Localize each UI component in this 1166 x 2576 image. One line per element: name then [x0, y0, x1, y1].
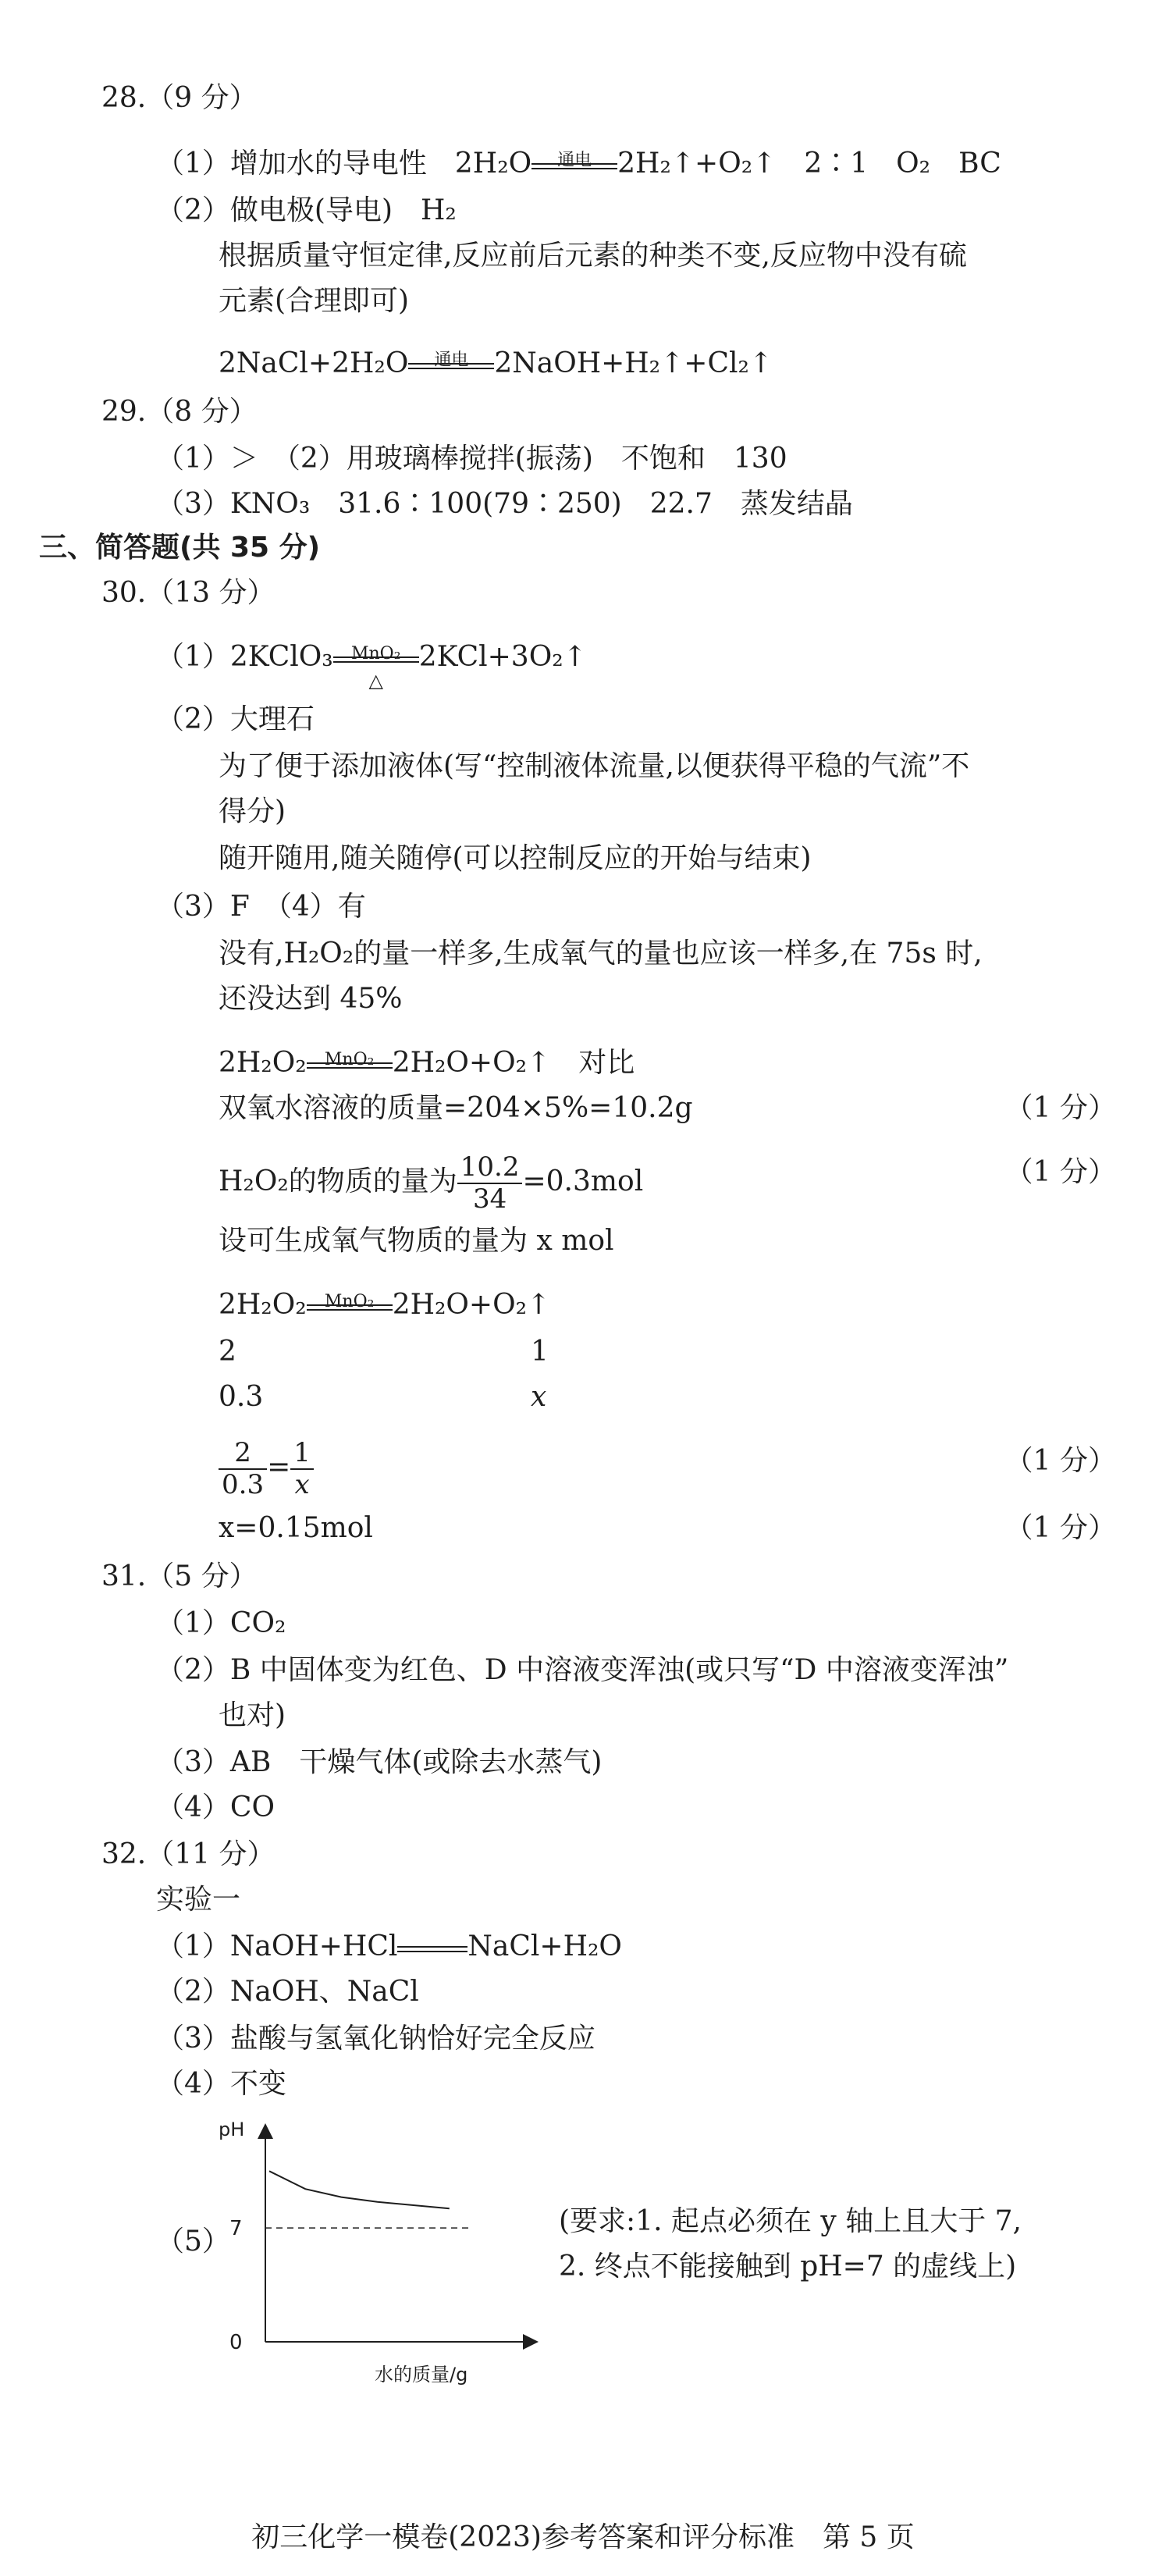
- equation-left: 2NaCl+2H₂O: [219, 347, 409, 379]
- q29-part1: （1）＞ （2）用玻璃棒搅拌(振荡) 不饱和 130: [156, 443, 787, 475]
- q28-part1: [156, 144, 1001, 184]
- x-axis-label: 水的质量/g: [375, 2364, 468, 2386]
- equation-right: 2KCl+3O₂↑: [418, 641, 587, 673]
- reaction-condition: 通电: [531, 150, 617, 181]
- q32-requirement-2: 2. 终点不能接触到 pH=7 的虚线上): [559, 2250, 1017, 2282]
- equation-left: 2H₂O₂: [219, 1289, 307, 1321]
- q32-experiment-label: 实验一: [156, 1884, 241, 1916]
- q30-part1: [156, 637, 587, 692]
- page-footer: 初三化学一模卷(2023)参考答案和评分标准 第 5 页: [251, 2521, 915, 2553]
- q30-part4-answer-2: 还没达到 45%: [219, 983, 403, 1015]
- q31-part2-b: 也对): [219, 1699, 286, 1731]
- q28-heading: 28.（9 分）: [101, 82, 258, 114]
- q28-part1-text: （1）增加水的导电性 2H₂O: [156, 148, 532, 180]
- q29-heading: 29.（8 分）: [101, 396, 258, 428]
- q30-part2-answer-b: 随开随用,随关随停(可以控制反应的开始与结束): [219, 842, 812, 874]
- equation-right: 2H₂O+O₂↑ 对比: [392, 1047, 635, 1079]
- equation-left: （1）NaOH+HCl: [156, 1930, 398, 1962]
- q30-calc-3: 设可生成氧气物质的量为 x mol: [219, 1225, 614, 1257]
- q31-part3: （3）AB 干燥气体(或除去水蒸气): [156, 1746, 603, 1778]
- score-mark: （1 分）: [1004, 1156, 1116, 1188]
- equation-left: 2H₂O₂: [219, 1047, 307, 1079]
- equals-double-bar: [397, 1933, 467, 1964]
- fraction: $\frac{10.2}{34}$: [457, 1152, 523, 1215]
- ph-chart: [219, 2108, 546, 2389]
- reaction-condition: 通电: [408, 350, 494, 381]
- q28-explanation-2: 元素(合理即可): [219, 285, 410, 317]
- q30-result: x=0.15mol: [219, 1512, 373, 1544]
- score-mark: （1 分）: [1004, 1092, 1116, 1124]
- reaction-condition: MnO₂: [307, 1049, 393, 1080]
- score-mark: （1 分）: [1004, 1512, 1116, 1544]
- q28-explanation-1: 根据质量守恒定律,反应前后元素的种类不变,反应物中没有硫: [219, 240, 967, 272]
- q31-part4: （4）CO: [156, 1791, 275, 1823]
- ph-curve: [269, 2171, 450, 2208]
- q31-part1: （1）CO₂: [156, 1607, 286, 1639]
- q28-equation: [219, 343, 773, 384]
- fraction: $\frac{1}{x}$: [290, 1438, 314, 1500]
- value-b: x: [531, 1381, 547, 1413]
- q30-part2-answer-a2: 得分): [219, 795, 286, 827]
- q30-part4-answer-1: 没有,H₂O₂的量一样多,生成氧气的量也应该一样多,在 75s 时,: [219, 938, 983, 970]
- q30-proportion: [219, 1438, 314, 1500]
- q32-requirement-1: (要求:1. 起点必须在 y 轴上且大于 7,: [559, 2205, 1022, 2237]
- q31-part2-a: （2）B 中固体变为红色、D 中溶液变浑浊(或只写“D 中溶液变浑浊”: [156, 1654, 1009, 1686]
- fraction: $\frac{2}{0.3}$: [219, 1438, 267, 1500]
- q32-part3: （3）盐酸与氢氧化钠恰好完全反应: [156, 2023, 595, 2055]
- y-tick-label: 0: [229, 2331, 243, 2354]
- q30-calc-1: 双氧水溶液的质量=204×5%=10.2g: [219, 1092, 693, 1124]
- q30-part3: （3）F （4）有: [156, 891, 366, 923]
- q30-heading: 30.（13 分）: [101, 577, 276, 609]
- q32-heading: 32.（11 分）: [101, 1838, 276, 1870]
- equation-right: 2NaOH+H₂↑+Cl₂↑: [494, 347, 773, 379]
- q31-heading: 31.（5 分）: [101, 1560, 258, 1592]
- calc-text: =0.3mol: [522, 1165, 644, 1198]
- q30-part2: （2）大理石: [156, 703, 315, 735]
- score-mark: （1 分）: [1004, 1445, 1116, 1477]
- q32-part1: [156, 1927, 622, 1967]
- value-a: 0.3: [219, 1381, 264, 1413]
- q30-calc-2: [219, 1152, 643, 1215]
- q30-equation-1: [219, 1043, 635, 1083]
- ratio-a: 2: [219, 1336, 236, 1368]
- q32-part2: （2）NaOH、NaCl: [156, 1976, 419, 2008]
- reaction-condition: MnO₂: [307, 1291, 393, 1322]
- q29-part3: （3）KNO₃ 31.6∶100(79∶250) 22.7 蒸发结晶: [156, 488, 853, 520]
- calc-text: H₂O₂的物质的量为: [219, 1165, 457, 1198]
- equation-right: NaCl+H₂O: [467, 1930, 622, 1962]
- q28-part2: （2）做电极(导电) H₂: [156, 194, 457, 226]
- q28-part1-rest: 2H₂↑+O₂↑ 2∶1 O₂ BC: [617, 148, 1001, 180]
- q32-part4: （4）不变: [156, 2068, 286, 2100]
- y-axis-label: pH: [219, 2119, 245, 2140]
- ratio-b: 1: [531, 1336, 549, 1368]
- q30-equation-2: [219, 1285, 550, 1325]
- equation-right: 2H₂O+O₂↑: [392, 1289, 551, 1321]
- q32-part5-label: （5）: [156, 2226, 230, 2258]
- q30-part2-answer-a1: 为了便于添加液体(写“控制液体流量,以便获得平稳的气流”不: [219, 750, 970, 782]
- section-heading: 三、简答题(共 35 分): [39, 532, 321, 564]
- equals-sign: =: [267, 1451, 291, 1484]
- equation-left: （1）2KClO₃: [156, 641, 333, 673]
- reaction-condition: MnO₂ △: [333, 643, 419, 674]
- y-tick-label: 7: [229, 2217, 243, 2241]
